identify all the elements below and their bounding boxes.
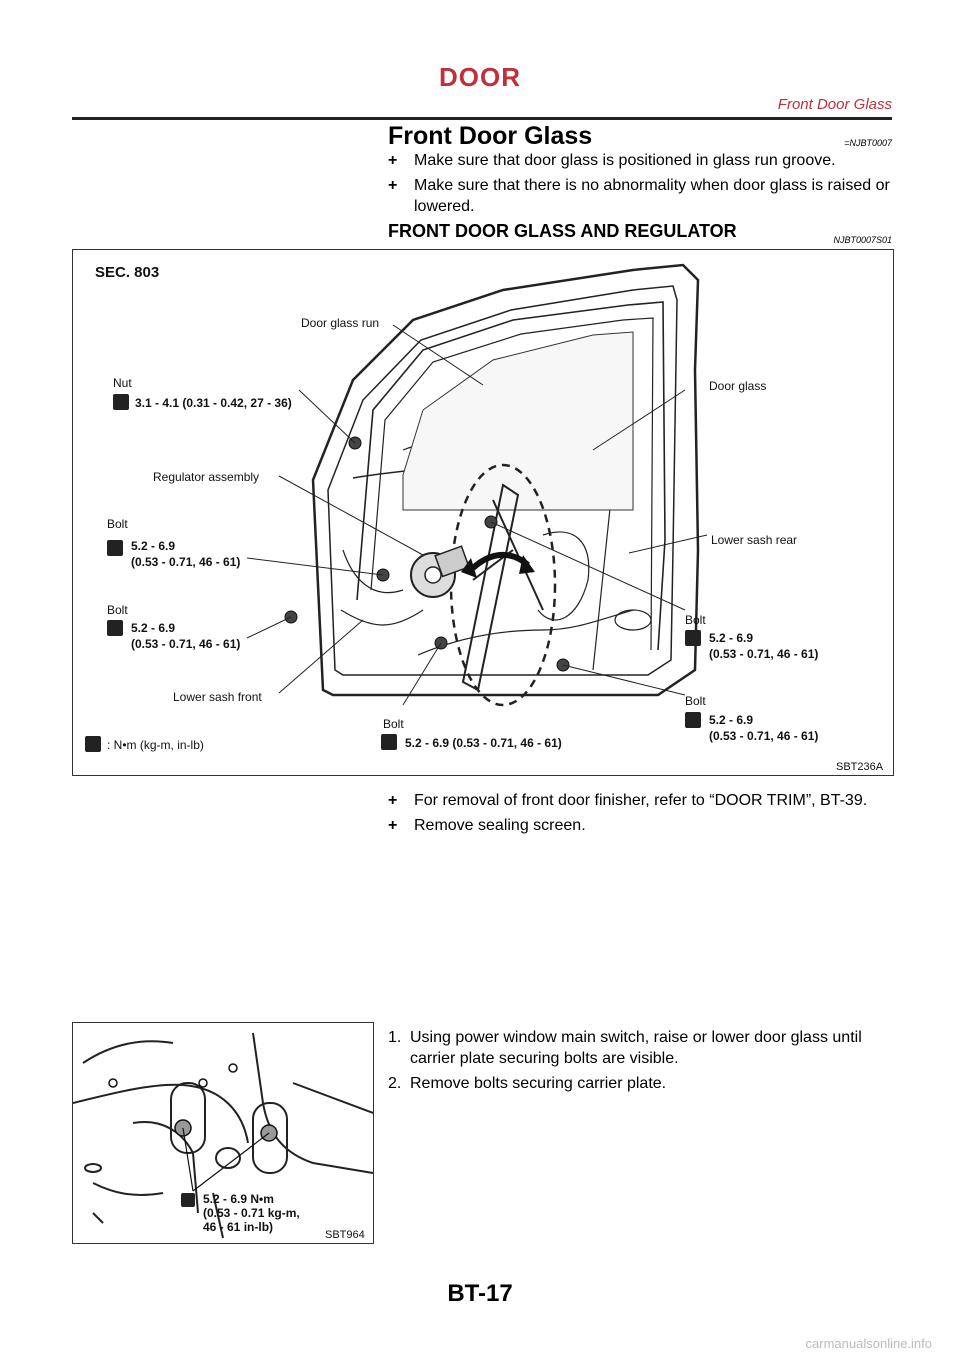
step-text: Using power window main switch, raise or lower door glass until carrier plate securing bolts are visible. [410,1029,862,1067]
torque-b-2: (0.53 - 0.71, 46 - 61) [131,637,241,651]
label-lower-sash-front: Lower sash front [173,690,262,704]
bullet-item [388,150,893,171]
torque-line-3: 46 - 61 in-lb) [203,1220,274,1234]
label-bolt-4: Bolt [685,694,706,708]
bullet-marker: + [388,792,398,809]
label-nut-torque: 3.1 - 4.1 (0.31 - 0.42, 27 - 36) [135,396,292,410]
removal-bullets [388,790,893,840]
step-item [388,1027,893,1069]
bullet-marker: + [388,152,398,169]
label-regulator: Regulator assembly [153,470,260,484]
carrier-plate-figure [72,1022,374,1244]
bullet-marker: + [388,817,398,834]
step-number: 1. [388,1029,402,1046]
torque-a-3: 5.2 - 6.9 [709,631,754,645]
intro-bullets [388,150,893,221]
carrier-bolts [109,1064,277,1141]
carrier-plate-diagram [73,1023,373,1243]
bullet-text: Make sure that there is no abnormality when door glass is raised or lowered. [414,177,890,215]
footer-watermark: carmanualsonline.info [805,1336,932,1351]
bullet-item [388,790,893,811]
torque-line-2: (0.53 - 0.71 kg-m, [203,1206,300,1220]
step-number: 2. [388,1075,402,1092]
label-door-glass-run: Door glass run [301,316,380,330]
torque-full: 5.2 - 6.9 (0.53 - 0.71, 46 - 61) [405,736,562,750]
door-glass-regulator-figure [72,249,894,776]
door-diagram [73,250,893,775]
figure2-code: SBT964 [325,1229,365,1241]
torque-b-1: (0.53 - 0.71, 46 - 61) [131,555,241,569]
header-rule [72,117,892,120]
page-header-title: DOOR [439,62,521,92]
movement-arrow [473,555,528,568]
regulator-motor [411,546,469,597]
section-title: Front Door Glass [388,122,593,150]
unit-legend: : N•m (kg-m, in-lb) [107,738,204,752]
bullet-text: Make sure that door glass is positioned in glass run groove. [414,152,836,169]
label-nut: Nut [113,376,132,390]
step-text: Remove bolts securing carrier plate. [410,1075,667,1092]
label-bolt-1: Bolt [107,517,128,531]
torque-b-3: (0.53 - 0.71, 46 - 61) [709,647,819,661]
label-door-glass: Door glass [709,379,767,393]
page-number: BT-17 [447,1280,513,1307]
torque-b-4: (0.53 - 0.71, 46 - 61) [709,729,819,743]
subsection-title: FRONT DOOR GLASS AND REGULATOR [388,221,737,241]
subsection-code: NJBT0007S01 [833,235,892,245]
bullet-item [388,175,893,217]
bullet-item [388,815,893,836]
label-bolt-2: Bolt [107,603,128,617]
bullet-marker: + [388,177,398,194]
procedure-steps [388,1027,893,1098]
wrench-icon [181,1193,195,1207]
label-bolt-3: Bolt [685,613,706,627]
figure1-code: SBT236A [836,761,884,773]
torque-a-2: 5.2 - 6.9 [131,621,176,635]
regulator-rails [463,485,543,690]
door-glass-panel [403,332,633,510]
torque-a-4: 5.2 - 6.9 [709,713,754,727]
page-header-subtitle: Front Door Glass [777,96,892,113]
bullet-text: For removal of front door finisher, refer to “DOOR TRIM”, BT-39. [414,792,868,809]
bullet-text: Remove sealing screen. [414,817,586,834]
torque-line-1: 5.2 - 6.9 N•m [203,1192,274,1206]
torque-a-1: 5.2 - 6.9 [131,539,176,553]
step-item [388,1073,893,1094]
label-bolt-5: Bolt [383,717,404,731]
section-code: =NJBT0007 [844,138,892,148]
label-lower-sash-rear: Lower sash rear [711,533,798,547]
sec-label: SEC. 803 [95,264,160,281]
